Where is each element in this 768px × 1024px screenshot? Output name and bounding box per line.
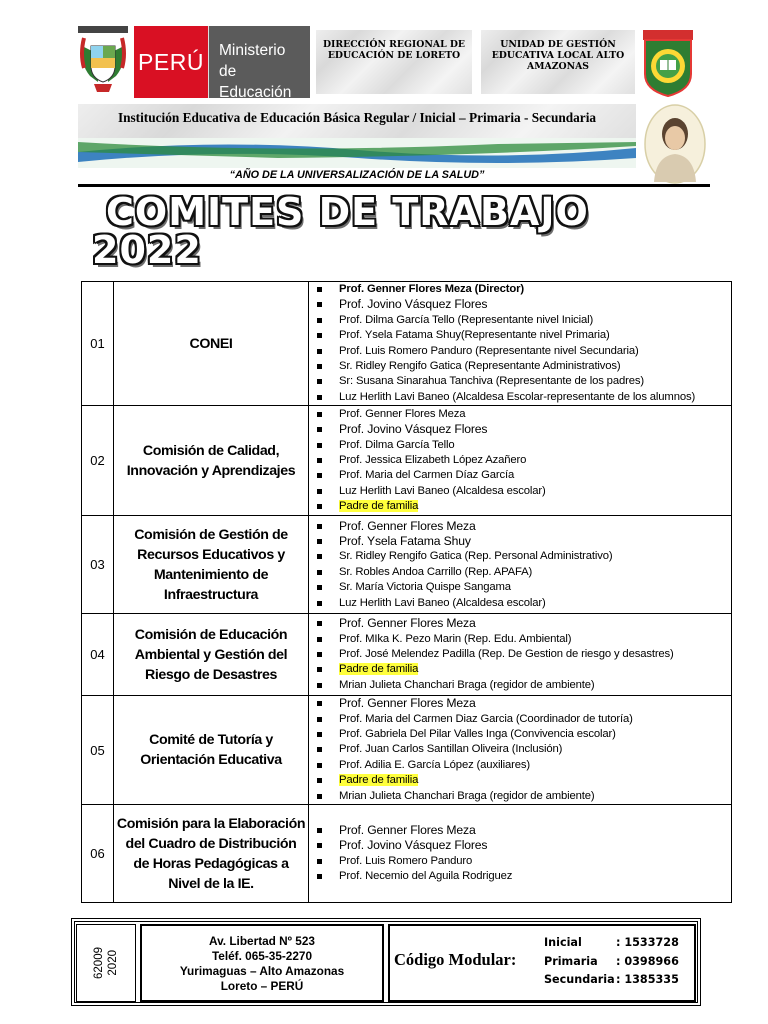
- committee-name: Comisión de Educación Ambiental y Gestión del Riesgo de Desastres: [114, 614, 309, 696]
- committee-members: [309, 406, 732, 516]
- member-text: Prof. Dilma García Tello: [339, 438, 455, 451]
- member-text: Prof. Juan Carlos Santillan Oliveira (Inclusión): [339, 743, 563, 756]
- member-text: Prof. Luis Romero Panduro: [339, 854, 473, 867]
- footer-vertical-codes: [78, 926, 134, 1000]
- member-item: [317, 647, 729, 662]
- code-value: : 1385335: [616, 973, 679, 986]
- committee-members: [309, 805, 732, 903]
- member-text: Sr. Ridley Rengifo Gatica (Rep. Personal Administrativo): [339, 550, 613, 563]
- highlighted-member-text: Padre de familia: [339, 774, 419, 787]
- ministry-line-1: Ministerio: [219, 42, 286, 59]
- highlighted-member-text: Padre de familia: [339, 663, 419, 676]
- member-text: Prof. Genner Flores Meza (Director): [339, 283, 524, 295]
- member-text: Prof. MIka K. Pezo Marin (Rep. Edu. Ambiental): [339, 632, 572, 645]
- member-item: [317, 390, 729, 405]
- member-item: [317, 869, 729, 884]
- ministry-of-education-logo: [134, 26, 310, 101]
- peru-coat-of-arms-logo: [76, 24, 130, 96]
- member-item: [317, 499, 729, 514]
- member-text: Sr. María Victoria Quispe Sangama: [339, 581, 511, 594]
- member-text: Prof. Jovino Vásquez Flores: [339, 422, 488, 437]
- rio-amazonas-banner: [78, 138, 636, 168]
- member-item: [317, 484, 729, 499]
- member-item: [317, 758, 729, 773]
- page-title-line-1: COMITES DE TRABAJO: [106, 190, 589, 234]
- member-item: [317, 789, 729, 804]
- codigo-modular-list: [544, 934, 679, 990]
- member-item: [317, 313, 729, 328]
- member-item: [317, 297, 729, 312]
- member-item: [317, 632, 729, 647]
- highlighted-member-text: Padre de familia: [339, 500, 419, 513]
- committee-row: [82, 614, 732, 696]
- ministry-label: [208, 26, 310, 101]
- committee-name: CONEI: [114, 282, 309, 406]
- address-line-4: Loreto – PERÚ: [220, 979, 304, 993]
- address-line-2: Teléf. 065-35-2270: [211, 949, 313, 963]
- member-item: [317, 422, 729, 437]
- member-text: Prof. Ysela Fatama Shuy: [339, 533, 471, 548]
- committee-row: [82, 696, 732, 805]
- member-text: Prof. Genner Flores Meza: [339, 822, 476, 837]
- member-text: Luz Herlith Lavi Baneo (Alcaldesa escolar): [339, 596, 546, 609]
- peru-label: PERÚ: [134, 26, 208, 98]
- member-item: [317, 678, 729, 693]
- member-text: Prof. Luis Romero Panduro (Representante nivel Secundaria): [339, 344, 639, 357]
- member-item: [317, 282, 729, 297]
- committee-members: [309, 614, 732, 696]
- member-text: Prof. Genner Flores Meza: [339, 696, 476, 711]
- committee-number: 04: [82, 614, 114, 696]
- member-item: [317, 773, 729, 788]
- institution-name: Institución Educativa de Educación Básica Regular / Inicial – Primaria - Secundaria: [78, 104, 636, 138]
- page-title-line-2: 2022: [92, 228, 202, 272]
- code-row-primaria: [544, 953, 679, 972]
- member-text: Sr. Ridley Rengifo Gatica (Representante Administrativos): [339, 360, 621, 373]
- code-level: Inicial: [544, 936, 582, 949]
- committee-number: 01: [82, 282, 114, 406]
- committee-number: 05: [82, 696, 114, 805]
- member-item: [317, 565, 729, 580]
- ugel-alto-amazonas-box: UNIDAD DE GESTIÓN EDUCATIVA LOCAL ALTO AMAZONAS: [481, 30, 635, 94]
- dre-loreto-box: DIRECCIÓN REGIONAL DE EDUCACIÓN DE LORETO: [316, 30, 472, 94]
- committee-name: Comisión para la Elaboración del Cuadro de Distribución de Horas Pedagógicas a Nivel de la IE.: [114, 805, 309, 903]
- committee-number: 03: [82, 516, 114, 614]
- member-item: [317, 580, 729, 595]
- committee-name: Comisión de Gestión de Recursos Educativos y Mantenimiento de Infraestructura: [114, 516, 309, 614]
- code-level: Secundaria: [544, 973, 615, 986]
- member-text: Prof. Adilia E. García López (auxiliares): [339, 758, 531, 771]
- header-divider: [78, 184, 710, 187]
- member-item: [317, 453, 729, 468]
- member-item: [317, 596, 729, 611]
- year-motto: “AÑO DE LA UNIVERSALIZACIÓN DE LA SALUD”: [229, 169, 485, 181]
- committee-row: [82, 406, 732, 516]
- committee-members: [309, 696, 732, 805]
- member-item: [317, 616, 729, 631]
- member-text: Luz Herlith Lavi Baneo (Alcaldesa Escolar-representante de los alumnos): [339, 390, 696, 403]
- committee-row: [82, 516, 732, 614]
- member-item: [317, 438, 729, 453]
- member-text: Prof. Gabriela Del Pilar Valles Inga (Convivencia escolar): [339, 728, 616, 741]
- committee-name: Comisión de Calidad, Innovación y Aprendizajes: [114, 406, 309, 516]
- committees-table: [81, 281, 732, 903]
- code-level: Primaria: [544, 954, 598, 968]
- member-item: [317, 823, 729, 838]
- member-text: Prof. Necemio del Aguila Rodriguez: [339, 870, 513, 882]
- code-value: : 0398966: [616, 954, 679, 968]
- footer-vertical-2: 2020: [107, 950, 119, 976]
- member-item: [317, 328, 729, 343]
- member-item: [317, 468, 729, 483]
- member-text: Prof. Genner Flores Meza: [339, 616, 476, 631]
- committee-members: [309, 516, 732, 614]
- address-line-1: Av. Libertad Nº 523: [209, 934, 315, 948]
- committee-name: Comité de Tutoría y Orientación Educativa: [114, 696, 309, 805]
- member-text: Mrian Julieta Chanchari Braga (regidor de ambiente): [339, 789, 595, 802]
- member-item: [317, 727, 729, 742]
- member-item: [317, 407, 729, 422]
- committee-number: 02: [82, 406, 114, 516]
- member-item: [317, 742, 729, 757]
- member-text: Sr. Robles Andoa Carrillo (Rep. APAFA): [339, 565, 533, 578]
- member-text: Prof. Jovino Vásquez Flores: [339, 297, 488, 312]
- member-text: Prof. Genner Flores Meza: [339, 518, 476, 533]
- member-text: Prof. Maria del Carmen Díaz García: [339, 469, 515, 482]
- member-item: [317, 359, 729, 374]
- committee-row: [82, 805, 732, 903]
- member-item: [317, 838, 729, 853]
- member-item: [317, 712, 729, 727]
- committee-number: 06: [82, 805, 114, 903]
- footer-address: [140, 924, 384, 1002]
- member-item: [317, 519, 729, 534]
- member-text: Prof. José Melendez Padilla (Rep. De Gestion de riesgo y desastres): [339, 648, 674, 661]
- school-crest-logo: [641, 26, 695, 98]
- code-value: : 1533728: [616, 936, 679, 949]
- committee-members: [309, 282, 732, 406]
- member-item: [317, 534, 729, 549]
- member-text: Prof. Dilma García Tello (Representante nivel Inicial): [339, 313, 594, 326]
- code-row-inicial: [544, 934, 679, 953]
- member-item: [317, 854, 729, 869]
- member-text: Prof. Jessica Elizabeth López Azañero: [339, 454, 527, 467]
- codigo-modular-label: Código Modular:: [394, 950, 517, 969]
- portrait-photo: [644, 104, 706, 184]
- member-item: [317, 696, 729, 711]
- footer-vertical-1: 62009: [93, 947, 105, 979]
- code-row-secundaria: [544, 971, 679, 990]
- member-item: [317, 344, 729, 359]
- member-text: Luz Herlith Lavi Baneo (Alcaldesa escolar): [339, 484, 546, 497]
- member-text: Prof. Maria del Carmen Diaz Garcia (Coordinador de tutoría): [339, 712, 633, 725]
- member-text: Sr: Susana Sinarahua Tanchiva (Representante de los padres): [339, 375, 644, 388]
- member-item: [317, 662, 729, 677]
- member-text: Prof. Ysela Fatama Shuy(Representante nivel Primaria): [339, 329, 610, 342]
- address-line-3: Yurimaguas – Alto Amazonas: [179, 964, 345, 978]
- member-item: [317, 374, 729, 389]
- member-item: [317, 549, 729, 564]
- ministry-line-2: de Educación: [219, 63, 292, 101]
- member-text: Mrian Julieta Chanchari Braga (regidor de ambiente): [339, 678, 595, 691]
- member-text: Prof. Jovino Vásquez Flores: [339, 838, 488, 853]
- committee-row: [82, 282, 732, 406]
- member-text: Prof. Genner Flores Meza: [339, 407, 466, 420]
